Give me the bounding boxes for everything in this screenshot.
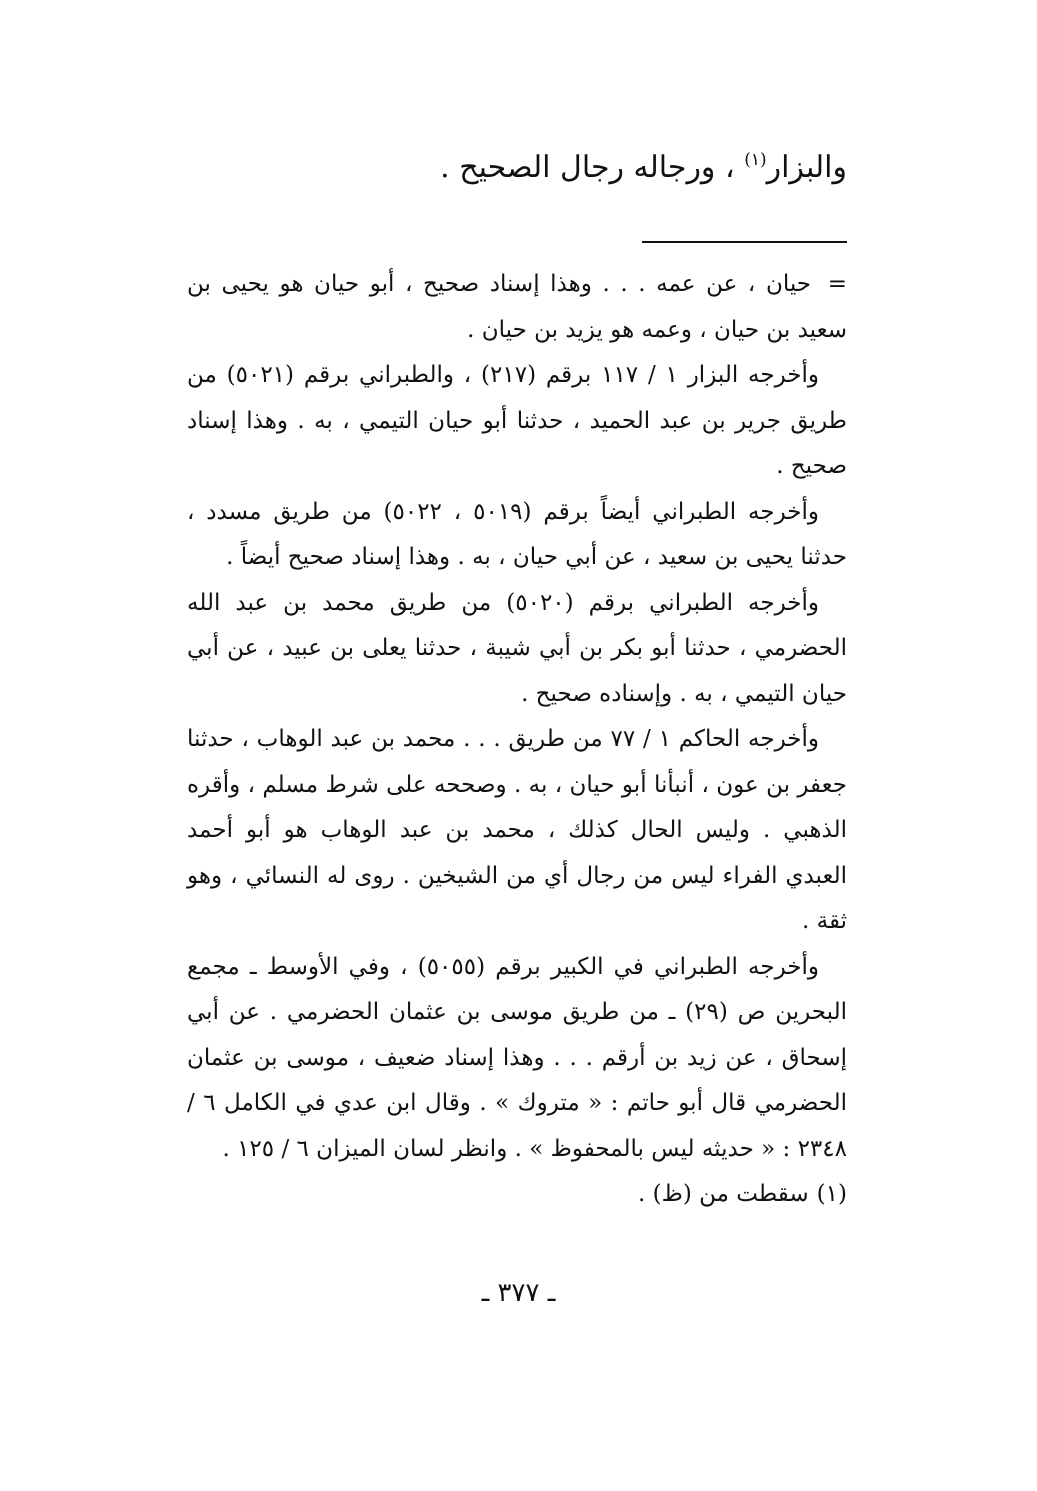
footnotes-block bbox=[187, 262, 847, 1218]
main-text-word: والبزار bbox=[766, 150, 847, 185]
footnote-number: (١) bbox=[816, 1181, 847, 1207]
main-text-line bbox=[147, 138, 847, 190]
footnote bbox=[187, 1172, 847, 1218]
note-paragraph: وأخرجه الطبراني أيضاً برقم (٥٠١٩ ، ٥٠٢٢) من طريق مسدد ، حدثنا يحيى بن سعيد ، عن أبي حيان ، به . وهذا إسناد صحيح أيضاً . bbox=[187, 498, 847, 570]
main-text-rest: ، ورجاله رجال الصحيح . bbox=[440, 150, 735, 185]
footnote-separator bbox=[642, 241, 847, 243]
continuation-mark: = bbox=[827, 271, 847, 297]
note-paragraph bbox=[187, 262, 847, 353]
footnote-text: سقطت من (ظ) . bbox=[638, 1181, 809, 1207]
note-paragraph: وأخرجه الطبراني برقم (٥٠٢٠) من طريق محمد بن عبد الله الحضرمي ، حدثنا أبو بكر بن أبي شيبة ، حدثنا يعلى بن عبيد ، عن أبي حيان التيمي ، به . وإسناده صحيح . bbox=[187, 589, 847, 707]
note-paragraph-text: حيان ، عن عمه . . . وهذا إسناد صحيح ، أبو حيان هو يحيى بن سعيد بن حيان ، وعمه هو يزيد بن حيان . bbox=[187, 271, 847, 343]
note-paragraph: وأخرجه الطبراني في الكبير برقم (٥٠٥٥) ، وفي الأوسط ـ مجمع البحرين ص (٢٩) ـ من طريق موسى بن عثمان الحضرمي . عن أبي إسحاق ، عن زيد بن أرقم . . . وهذا إسناد ضعيف ، موسى بن عثمان الحضرمي قال أبو حاتم : « متروك » . وقال ابن عدي في الكامل ٦ / ٢٣٤٨ : « حديثه ليس بالمحفوظ » . وانظر لسان الميزان ٦ / ١٢٥ . bbox=[187, 953, 847, 1162]
footnote-reference: (١) bbox=[744, 150, 767, 170]
page-number: ـ ٣٧٧ ـ bbox=[481, 1278, 556, 1308]
note-paragraph: وأخرجه البزار ١ / ١١٧ برقم (٢١٧) ، والطبراني برقم (٥٠٢١) من طريق جرير بن عبد الحميد ، حدثنا أبو حيان التيمي ، به . وهذا إسناد صحيح . bbox=[187, 362, 847, 479]
note-paragraph: وأخرجه الحاكم ١ / ٧٧ من طريق . . . محمد بن عبد الوهاب ، حدثنا جعفر بن عون ، أنبأنا أبو حيان ، به . وصححه على شرط مسلم ، وأقره الذهبي . وليس الحال كذلك ، محمد بن عبد الوهاب هو أبو أحمد العبدي الفراء ليس من رجال أي من الشيخين . روى له النسائي ، وهو ثقة . bbox=[187, 726, 847, 934]
